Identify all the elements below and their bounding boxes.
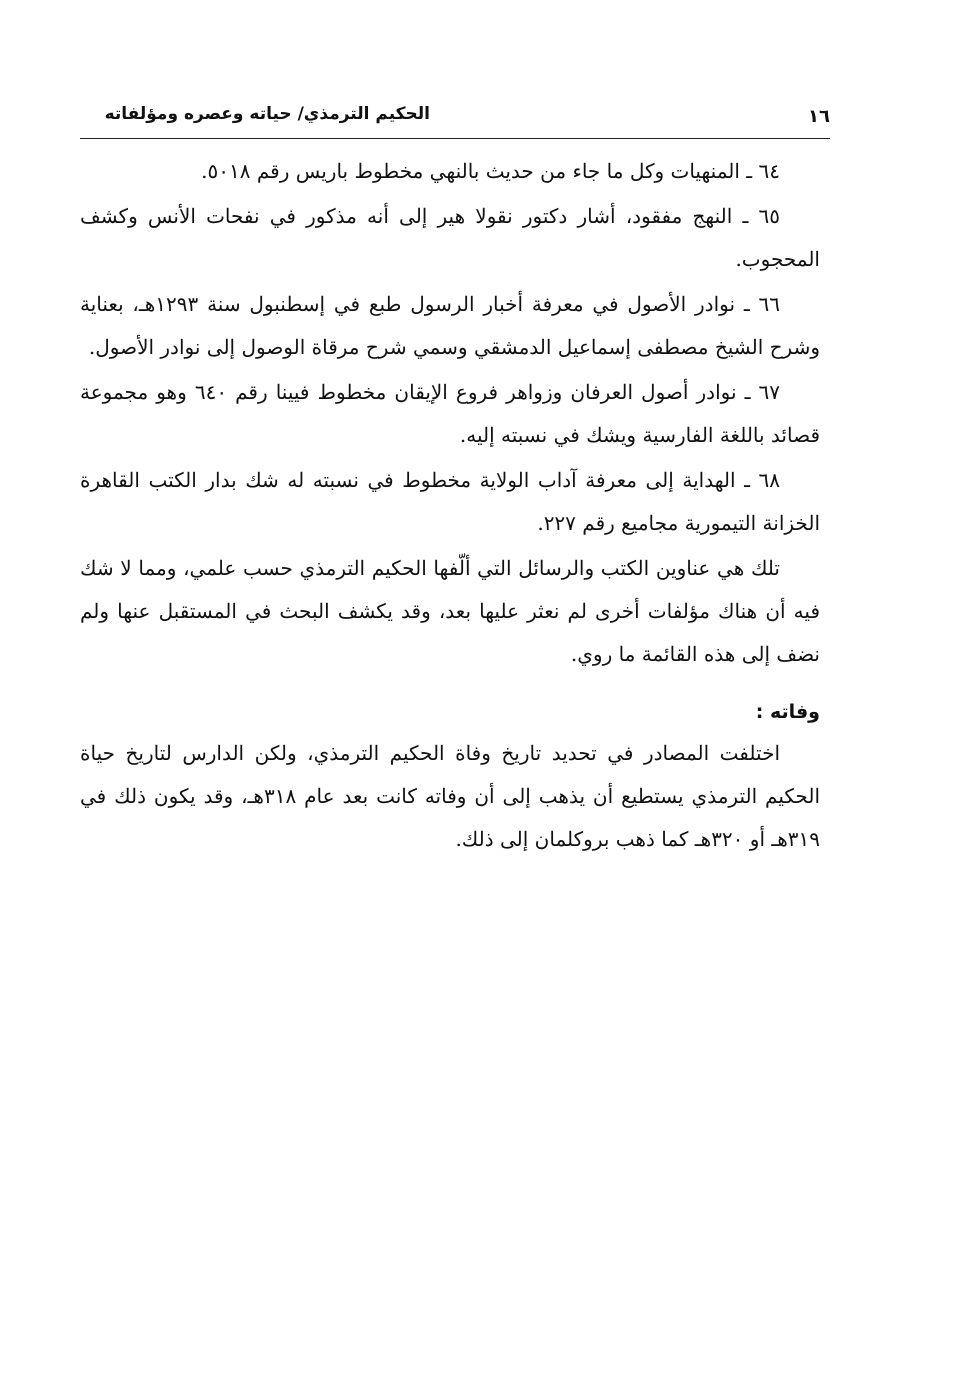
list-item: ٦٦ ـ نوادر الأصول في معرفة أخبار الرسول طبع في إسطنبول سنة ١٢٩٣هـ، بعناية وشرح الشيخ مصطفى إسماعيل الدمشقي وسمي شرح مرقاة الوصول إلى نوادر الأصول. [80, 292, 820, 359]
section-paragraph: اختلفت المصادر في تحديد تاريخ وفاة الحكيم الترمذي، ولكن الدارس لتاريخ حياة الحكيم الترمذي يستطيع أن يذهب إلى أن وفاته كانت بعد عام ٣١٨هـ، وقد يكون ذلك في ٣١٩هـ أو ٣٢٠هـ كما ذهب بروكلمان إلى ذلك. [80, 741, 820, 851]
closing-paragraph: تلك هي عناوين الكتب والرسائل التي ألّفها الحكيم الترمذي حسب علمي، ومما لا شك فيه أن هناك مؤلفات أخرى لم نعثر عليها بعد، وقد يكشف البحث في المستقبل عنها ولم نضف إلى هذه القائمة ما روي. [80, 556, 820, 666]
list-item: ٦٥ ـ النهج مفقود، أشار دكتور نقولا هير إلى أنه مذكور في نفحات الأنس وكشف المحجوب. [80, 204, 820, 271]
list-item: ٦٧ ـ نوادر أصول العرفان وزواهر فروع الإيقان مخطوط فيينا رقم ٦٤٠ وهو مجموعة قصائد باللغة الفارسية ويشك في نسبته إليه. [80, 380, 820, 447]
main-text [80, 150, 820, 865]
running-header [80, 100, 830, 142]
list-item: ٦٤ ـ المنهيات وكل ما جاء من حديث بالنهي مخطوط باريس رقم ٥٠١٨. [201, 159, 780, 183]
section-heading: وفاته : [755, 701, 820, 723]
running-title: الحكيم الترمذي/ حياته وعصره ومؤلفاته [104, 104, 430, 124]
page-number: ١٦ [808, 106, 830, 127]
list-item: ٦٨ ـ الهداية إلى معرفة آداب الولاية مخطوط في نسبته له شك بدار الكتب القاهرة الخزانة التيمورية مجاميع رقم ٢٢٧. [80, 468, 820, 535]
header-rule [80, 138, 830, 139]
